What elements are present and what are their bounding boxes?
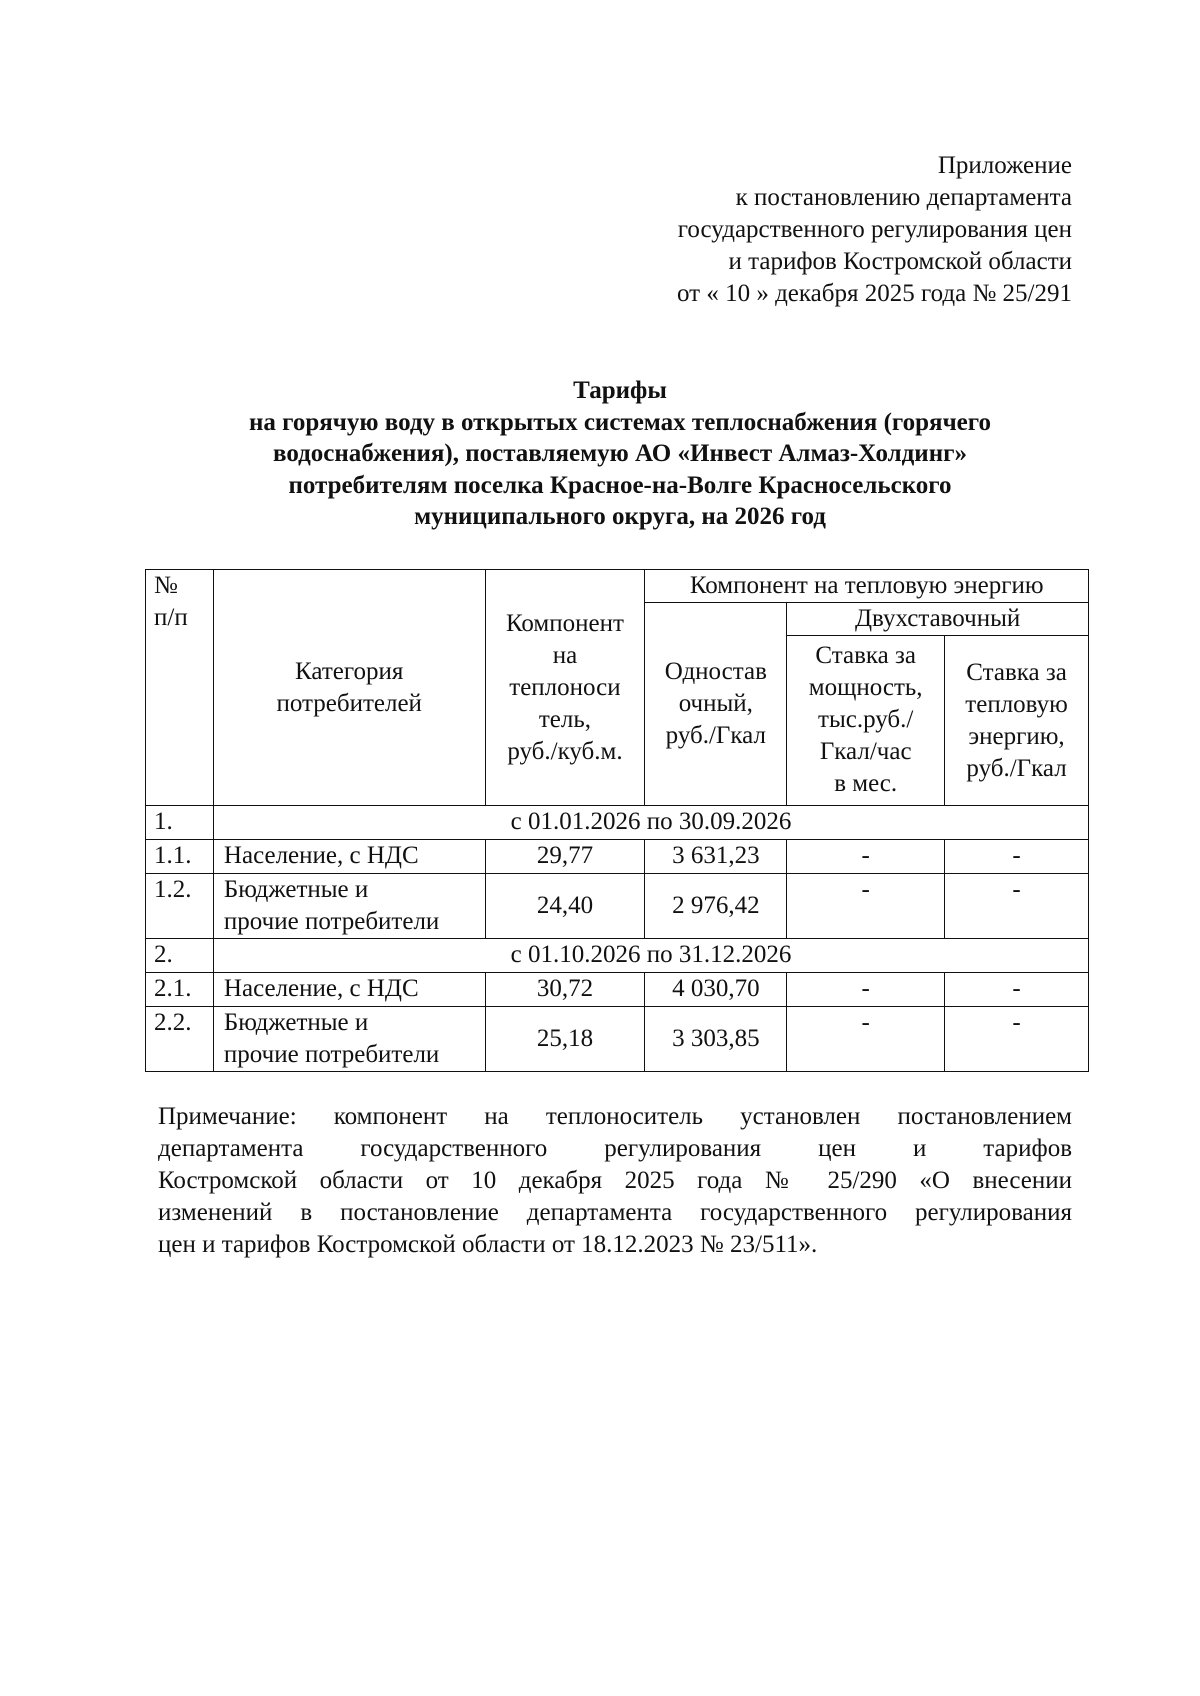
period-no: 2. (146, 939, 214, 973)
note-line: изменений в постановление департамента государственного регулирования (158, 1199, 1072, 1226)
row-capacity: - (787, 840, 945, 874)
table-row (146, 840, 1089, 874)
row-no: 1.2. (146, 874, 214, 939)
header-energy-line: Ставка за (966, 658, 1067, 686)
header-capacity-line: Ставка за (815, 642, 916, 669)
row-carrier: 29,77 (485, 840, 645, 874)
row-single: 3 303,85 (645, 1007, 787, 1072)
row-no: 2.1. (146, 973, 214, 1007)
period-label: с 01.10.2026 по 31.12.2026 (213, 939, 1088, 973)
title-line: водоснабжения), поставляемую АО «Инвест Алмаз-Холдинг» (273, 440, 967, 467)
header-energy-line: энергию, (968, 722, 1065, 750)
row-energy: - (945, 874, 1089, 939)
table-row (146, 874, 1089, 939)
header-single-line: руб./Гкал (665, 722, 766, 749)
row-energy: - (945, 840, 1089, 874)
row-single: 2 976,42 (645, 874, 787, 939)
table-row (146, 1007, 1089, 1072)
row-capacity: - (787, 1007, 945, 1072)
header-carrier-line: Компонент (505, 609, 624, 637)
period-no: 1. (146, 806, 214, 840)
title-line: потребителям поселка Красное-на-Волге Красносельского (288, 471, 952, 499)
row-category (213, 840, 485, 874)
header-no (146, 570, 214, 806)
row-carrier: 24,40 (485, 874, 645, 939)
row-category-line: Население, с НДС (223, 975, 419, 1002)
row-single: 4 030,70 (645, 973, 787, 1007)
row-no: 1.1. (146, 840, 214, 874)
header-carrier-line: тель, (538, 705, 592, 733)
row-category-line: Население, с НДС (223, 842, 419, 869)
appendix-line: Приложение (937, 152, 1072, 179)
header-capacity-line: в мес. (834, 770, 898, 797)
header-carrier-line: теплоноси (509, 673, 621, 701)
appendix-line: и тарифов Костромской области (728, 248, 1072, 275)
row-single: 3 631,23 (645, 840, 787, 874)
period-label: с 01.01.2026 по 30.09.2026 (213, 806, 1088, 840)
row-category-line: Бюджетные и (223, 1009, 369, 1036)
row-energy: - (945, 973, 1089, 1007)
period-row (146, 939, 1089, 973)
note-line: Примечание: компонент на теплоноситель установлен постановлением (158, 1103, 1072, 1130)
title-line: Тарифы (573, 377, 667, 404)
header-single-line: Одностав (664, 658, 767, 685)
row-energy: - (945, 1007, 1089, 1072)
header-carrier-line: на (552, 641, 578, 669)
table-row (146, 973, 1089, 1007)
header-no-line: п/п (154, 604, 188, 631)
row-no: 2.2. (146, 1007, 214, 1072)
appendix-header (677, 150, 1072, 310)
header-carrier-line: руб./куб.м. (507, 737, 623, 765)
header-capacity-rate (787, 636, 945, 806)
row-capacity: - (787, 973, 945, 1007)
row-capacity: - (787, 874, 945, 939)
header-energy-rate (945, 636, 1089, 806)
document-title (150, 375, 1090, 533)
appendix-line: от « 10 » декабря 2025 года № 25/291 (676, 280, 1072, 307)
header-capacity-line: мощность, (808, 674, 923, 701)
header-energy-line: руб./Гкал (966, 754, 1067, 782)
header-capacity-line: Гкал/час (819, 738, 912, 765)
row-category (213, 973, 485, 1007)
header-heat-group: Компонент на тепловую энергию (645, 570, 1089, 603)
header-category-line: Категория (295, 657, 404, 685)
note-line: Костромской области от 10 декабря 2025 года № 25/290 «О внесении (158, 1167, 1072, 1194)
period-row (146, 806, 1089, 840)
header-carrier (485, 570, 645, 806)
header-two-part: Двухставочный (787, 603, 1089, 636)
row-category (213, 874, 485, 939)
title-line: на горячую воду в открытых системах теплоснабжения (горячего (248, 408, 991, 436)
header-category-line: потребителей (276, 689, 422, 717)
note-line: цен и тарифов Костромской области от 18.12.2023 № 23/511». (158, 1231, 818, 1258)
note-line: департамента государственного регулирования цен и тарифов (158, 1135, 1072, 1162)
row-category-line: Бюджетные и (223, 876, 369, 903)
row-carrier: 30,72 (485, 973, 645, 1007)
row-carrier: 25,18 (485, 1007, 645, 1072)
note-paragraph (158, 1101, 1072, 1261)
header-no-line: № (154, 572, 178, 599)
appendix-line: к постановлению департамента (735, 184, 1072, 211)
header-single-line: очный, (678, 690, 753, 717)
header-capacity-line: тыс.руб./ (818, 706, 914, 733)
row-category-line: прочие потребители (223, 908, 440, 935)
row-category (213, 1007, 485, 1072)
header-single-rate (645, 603, 787, 806)
header-energy-line: тепловую (965, 690, 1068, 718)
title-line: муниципального округа, на 2026 год (414, 503, 826, 530)
appendix-line: государственного регулирования цен (677, 216, 1072, 243)
header-category (213, 570, 485, 806)
row-category-line: прочие потребители (223, 1041, 440, 1068)
tariff-table (145, 569, 1089, 1072)
